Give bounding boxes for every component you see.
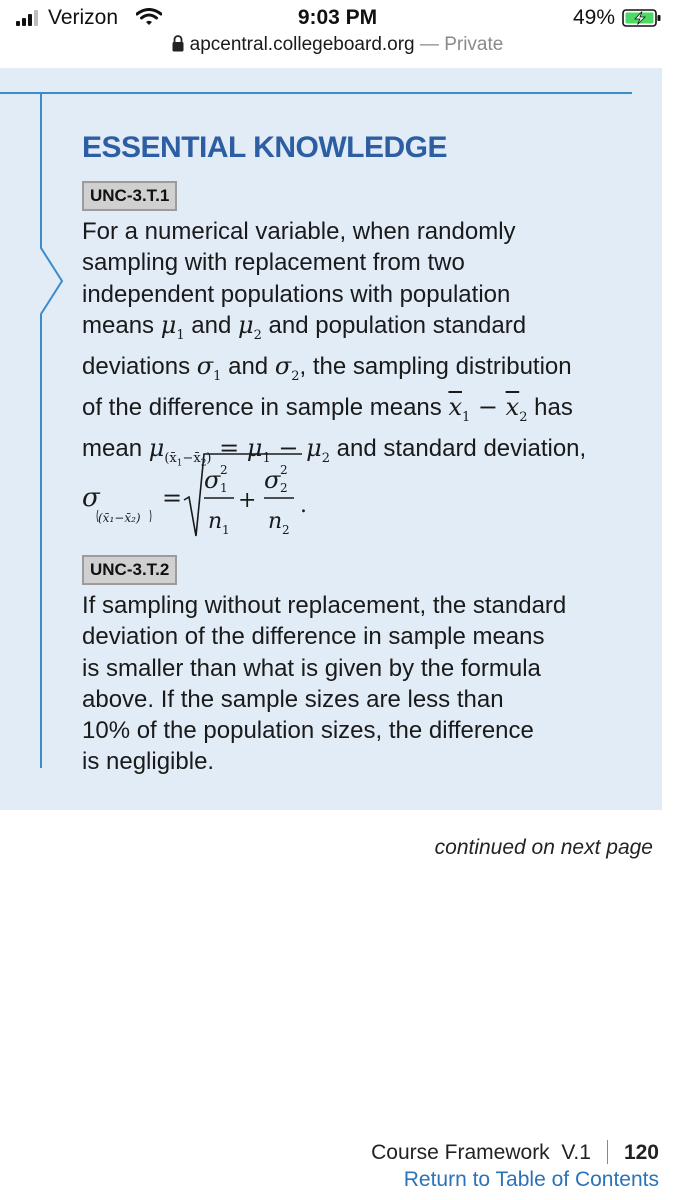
statement-line: independent populations with population bbox=[82, 280, 511, 308]
private-label: — Private bbox=[419, 34, 504, 55]
statement-line: is smaller than what is given by the formula bbox=[82, 654, 541, 682]
panel-top-rule bbox=[0, 92, 632, 94]
svg-text:1: 1 bbox=[220, 481, 228, 495]
statement-line bbox=[82, 392, 586, 433]
section-heading: ESSENTIAL KNOWLEDGE bbox=[82, 131, 447, 164]
mu-1-symbol: $\mu_1$ bbox=[160, 310, 185, 343]
mu-2-symbol: $\mu_2$ bbox=[237, 310, 262, 343]
sigma-1-symbol: $\sigma_1$ bbox=[196, 351, 222, 384]
xbar-difference-expr: $\overline{x}_1 - \overline{x}_2$ bbox=[448, 393, 528, 425]
knowledge-statement bbox=[82, 216, 586, 480]
statement-text: deviations bbox=[82, 352, 197, 380]
statement-line bbox=[82, 351, 586, 392]
carrier-name: Verizon bbox=[48, 6, 119, 29]
mean-difference-expr: $\mu_{(x̄_1-x̄_2)} = \mu_1 - \mu_2$ bbox=[148, 434, 330, 469]
svg-text:σ: σ bbox=[204, 466, 221, 494]
svg-text:n: n bbox=[268, 509, 283, 534]
toc-link[interactable]: Return to Table of Contents bbox=[403, 1168, 659, 1191]
battery-charging-icon bbox=[622, 9, 662, 27]
statement-line: 10% of the population sizes, the difference bbox=[82, 717, 534, 745]
statement-line: is negligible. bbox=[82, 748, 215, 776]
svg-text:n: n bbox=[208, 509, 223, 534]
statement-text: and standard deviation, bbox=[330, 435, 587, 463]
chevron-right-icon bbox=[40, 248, 64, 314]
statement-line bbox=[82, 310, 586, 351]
svg-text:2: 2 bbox=[280, 481, 288, 495]
svg-text:+: + bbox=[238, 488, 257, 513]
svg-text:1: 1 bbox=[222, 523, 230, 537]
statement-text: means bbox=[82, 311, 161, 339]
status-bar bbox=[0, 0, 675, 36]
statement-line: deviation of the difference in sample means bbox=[82, 623, 545, 651]
statement-text: , the sampling distribution bbox=[299, 352, 572, 380]
section-label: Course Framework V.1 bbox=[371, 1141, 591, 1164]
svg-text:σ: σ bbox=[264, 466, 281, 494]
address-bar[interactable] bbox=[0, 34, 675, 62]
svg-text:2: 2 bbox=[280, 463, 288, 477]
knowledge-code-badge: UNC-3.T.1 bbox=[82, 181, 177, 211]
sigma-2-symbol: $\sigma_2$ bbox=[274, 351, 300, 384]
statement-text: and population standard bbox=[261, 311, 527, 339]
page-footer bbox=[371, 1140, 659, 1165]
svg-text:=: = bbox=[162, 484, 183, 512]
statement-line: If sampling without replacement, the standard bbox=[82, 592, 567, 619]
site-domain: apcentral.collegeboard.org bbox=[189, 34, 415, 55]
knowledge-code-badge: UNC-3.T.2 bbox=[82, 555, 177, 585]
statement-text: has bbox=[527, 394, 573, 422]
battery-percent: 49% bbox=[573, 6, 616, 29]
statement-line: above. If the sample sizes are less than bbox=[82, 685, 504, 713]
svg-text:.: . bbox=[300, 493, 307, 518]
statement-text: and bbox=[184, 311, 238, 339]
lock-icon bbox=[172, 35, 184, 52]
continued-note: continued on next page bbox=[434, 836, 653, 859]
standard-deviation-formula bbox=[80, 450, 320, 545]
svg-text:(x̄₁−x̄₂): (x̄₁−x̄₂) bbox=[98, 511, 141, 525]
statement-text: and bbox=[221, 352, 275, 380]
statement-text: of the difference in sample means bbox=[82, 394, 449, 422]
knowledge-statement bbox=[82, 590, 566, 778]
page-number: 120 bbox=[623, 1141, 659, 1164]
svg-text:σ: σ bbox=[82, 483, 100, 513]
footer-divider bbox=[607, 1140, 608, 1164]
svg-text:2: 2 bbox=[220, 463, 228, 477]
clock: 9:03 PM bbox=[297, 6, 378, 29]
statement-text: mean bbox=[82, 435, 149, 463]
statement-line: For a numerical variable, when randomly bbox=[82, 218, 516, 245]
svg-text:2: 2 bbox=[282, 523, 290, 537]
statement-line: sampling with replacement from two bbox=[82, 249, 465, 277]
panel-left-rule bbox=[40, 94, 42, 768]
